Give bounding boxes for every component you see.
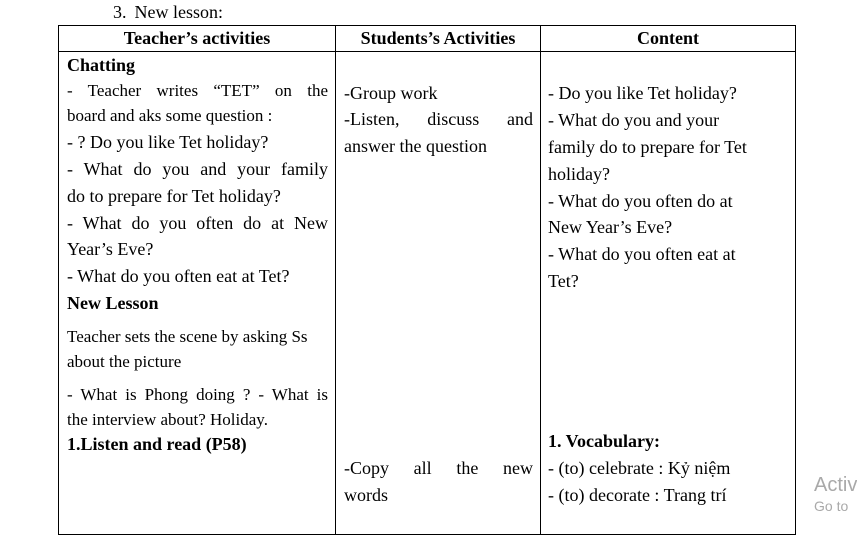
content-line: holiday? [548, 164, 610, 184]
teacher-line: - What do you often eat at Tet? [67, 266, 290, 286]
section-number: 3. [113, 2, 127, 22]
content-line: - What do you often eat at [548, 244, 736, 264]
content-line: - (to) celebrate : Kỷ niệm [548, 458, 731, 478]
teacher-line: do to prepare for Tet holiday? [67, 186, 281, 206]
teacher-cell [59, 52, 336, 535]
lesson-table [58, 25, 796, 535]
header-content: Content [541, 26, 796, 52]
content-line: - (to) decorate : Trang trí [548, 485, 727, 505]
chatting-title: Chatting [67, 55, 136, 75]
teacher-line: - What do you often do at New [67, 213, 328, 233]
teacher-line: - Teacher writes “TET” on the [67, 81, 328, 100]
students-line: -Group work [344, 83, 438, 103]
new-lesson-title: New Lesson [67, 293, 159, 313]
teacher-line: - What is Phong doing ? - What is [67, 385, 328, 404]
header-teacher: Teacher’s activities [59, 26, 336, 52]
header-students: Students’s Activities [336, 26, 541, 52]
content-line: family do to prepare for Tet [548, 137, 747, 157]
body-row [59, 52, 796, 535]
students-line: answer the question [344, 136, 487, 156]
teacher-line: the interview about? Holiday. [67, 410, 268, 429]
header-row [59, 26, 796, 52]
content-line: New Year’s Eve? [548, 217, 673, 237]
content-cell [541, 52, 796, 535]
teacher-line: Teacher sets the scene by asking Ss [67, 327, 308, 346]
teacher-line: about the picture [67, 352, 182, 371]
teacher-line: Year’s Eve? [67, 239, 154, 259]
content-line: - Do you like Tet holiday? [548, 83, 737, 103]
content-line: - What do you often do at [548, 191, 733, 211]
teacher-line: - What do you and your family [67, 159, 328, 179]
activation-watermark-subtitle: Go to [814, 498, 849, 514]
students-cell [336, 52, 541, 535]
teacher-line: board and aks some question : [67, 106, 273, 125]
teacher-line: - ? Do you like Tet holiday? [67, 132, 269, 152]
students-line: -Copy all the new [344, 458, 533, 478]
activation-watermark-title: Activ [814, 474, 857, 496]
listen-read-title: 1.Listen and read (P58) [67, 434, 247, 454]
content-line: - What do you and your [548, 110, 720, 130]
students-line: words [344, 485, 388, 505]
section-heading [113, 1, 223, 23]
vocabulary-title: 1. Vocabulary: [548, 431, 661, 451]
section-title: New lesson: [134, 2, 223, 22]
content-line: Tet? [548, 271, 579, 291]
students-line: -Listen, discuss and [344, 109, 533, 129]
